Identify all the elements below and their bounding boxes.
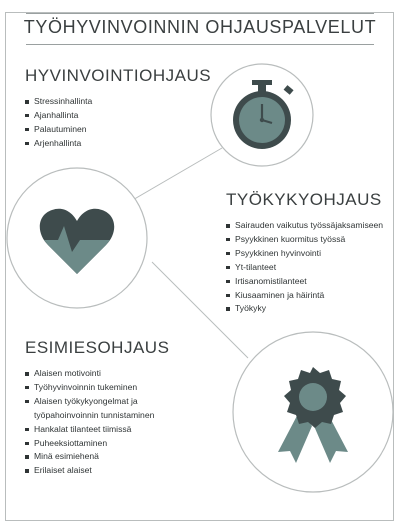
list-item: Irtisanomistilanteet xyxy=(226,275,394,289)
list-item: Minä esimiehenä xyxy=(25,450,215,464)
list-item: Hankalat tilanteet tiimissä xyxy=(25,423,215,437)
stopwatch-icon xyxy=(211,64,313,166)
list-item: Yt-tilanteet xyxy=(226,261,394,275)
section-list xyxy=(226,219,394,316)
section-hyvinvointiohjaus xyxy=(25,66,212,151)
section-heading: ESIMIESOHJAUS xyxy=(25,338,170,357)
list-item: Työhyvinvoinnin tukeminen xyxy=(25,381,215,395)
list-item: Sairauden vaikutus työssäjaksamiseen xyxy=(226,219,394,233)
section-heading: TYÖKYKYOHJAUS xyxy=(226,190,382,209)
list-item: Alaisen työkykyongelmat ja työpahoinvoinnin tunnistaminen xyxy=(25,395,184,423)
section-list xyxy=(25,95,195,151)
list-item: Arjenhallinta xyxy=(25,137,195,151)
medal-ribbon-icon xyxy=(233,332,393,492)
section-tyokykyohjaus xyxy=(226,190,394,316)
list-item: Psyykkinen hyvinvointi xyxy=(226,247,394,261)
list-item: Työkyky xyxy=(226,302,394,316)
list-item: Alaisen motivointi xyxy=(25,367,215,381)
list-item: Kiusaaminen ja häirintä xyxy=(226,289,394,303)
section-heading: HYVINVOINTIOHJAUS xyxy=(25,66,212,85)
page-title: TYÖHYVINVOINNIN OHJAUSPALVELUT xyxy=(23,17,377,37)
list-item: Puheeksiottaminen xyxy=(25,437,215,451)
section-list xyxy=(25,367,215,478)
heart-icon xyxy=(7,168,147,308)
list-item: Palautuminen xyxy=(25,123,195,137)
list-item: Psyykkinen kuormitus työssä xyxy=(226,233,394,247)
list-item: Stressinhallinta xyxy=(25,95,195,109)
list-item: Erilaiset alaiset xyxy=(25,464,215,478)
section-esimiesohjaus xyxy=(25,338,215,478)
list-item: Ajanhallinta xyxy=(25,109,195,123)
